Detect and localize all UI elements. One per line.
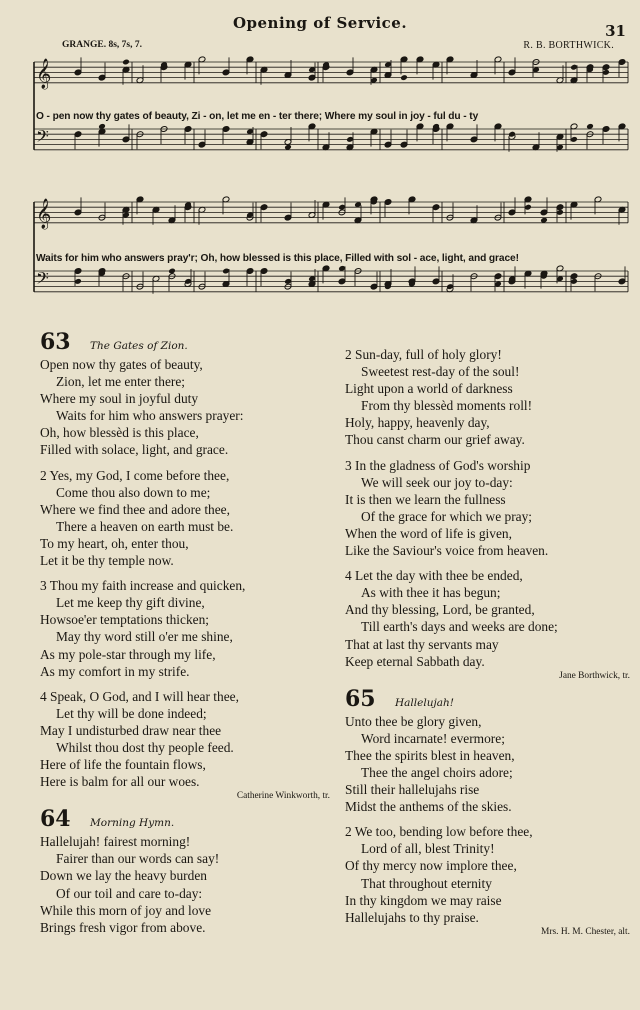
hymn-number: 65 [345,685,376,712]
verse-line: Here is balm for all our woes. [40,774,200,790]
running-head: Opening of Service. [232,14,408,32]
verse-line: 2 Sun-day, full of holy glory! [345,347,502,362]
verse-line: Brings fresh vigor from above. [40,919,206,935]
verse-line: Thee the angel choirs adore; [361,764,513,780]
hymn-number: 63 [40,329,71,355]
verse-line: Holy, happy, heavenly day, [345,415,490,431]
verse-line: Lord of all, blest Trinity! [361,841,495,857]
stanza [40,577,330,680]
hymn-64 [40,807,330,936]
verse-line: Of our toil and care to-day: [56,885,203,901]
verse-line: Like the Saviour's voice from heaven. [345,543,549,559]
verse-line: Thee the spirits blest in heaven, [345,747,515,763]
stanza [40,467,330,570]
verse-line: As my comfort in my strife. [40,663,190,679]
verse-line: 3 In the gladness of God's worship [345,457,531,473]
verse-line: It is then we learn the fullness [345,491,506,507]
hymn-title: Morning Hymn. [90,817,175,830]
bass-clef-icon: 𝄢 [36,268,49,292]
verse-line: Let me keep thy gift divine, [56,595,205,611]
verse-line: Let it be thy temple now. [40,553,174,569]
verse-line: To my heart, oh, enter thou, [40,535,189,551]
verse-line: That at last thy servants may [345,636,499,652]
stanza [345,823,630,926]
stanza [345,346,630,449]
verse-line: Down we lay the heavy burden [40,868,207,884]
verse-line: Thou canst charm our grief away. [345,432,525,448]
attribution: Mrs. H. M. Chester, alt. [541,926,630,937]
verse-line: We will seek our joy to-day: [361,474,513,490]
verse-line: 4 Let the day with thee be ended, [345,568,523,584]
verse-line: As my pole-star through my life, [40,646,216,662]
left-column [40,330,330,944]
verse-line: Howsoe'er temptations thicken; [40,612,210,628]
verse-line: Hallelujahs to thy praise. [345,909,479,925]
verse-line: Fairer than our words can say! [56,851,220,867]
verse-line: Waits for him who answers prayer: [56,408,244,424]
verse-line: Filled with solace, light, and grace. [40,442,229,458]
verse-line: Where my soul in joyful duty [40,391,199,407]
treble-clef-icon: 𝄞 [36,59,52,89]
verse-line: Unto thee be glory given, [345,713,482,729]
hymn-65 [345,687,630,937]
verse-line: Sweetest rest-day of the soul! [361,364,520,380]
treble-clef-icon: 𝄞 [36,199,52,229]
music-lyrics-1: O - pen now thy gates of beauty, Zi - on, let me en - ter there; Where my soul in joy - ful du - ty [36,111,479,122]
verse-line: May I undisturbed draw near thee [40,722,222,738]
verse-line: In thy kingdom we may raise [345,892,502,908]
chord-note [122,59,130,66]
music-lyrics-2: Waits for him who answers pray'r; Oh, how blessed is this place, Filled with sol - ace, light, and grace! [36,253,519,264]
verse-line: Of thy mercy now implore thee, [345,858,517,874]
hymn-title: The Gates of Zion. [90,340,188,352]
page-number: 31 [605,22,626,40]
verse-line: Open now thy gates of beauty, [40,357,203,372]
verse-line: Come thou also down to me; [56,484,211,500]
attribution: Catherine Winkworth, tr. [236,791,330,802]
verse-line: While this morn of joy and love [40,902,212,918]
verse-line: Where we find thee and adore thee, [40,501,230,517]
verse-line: Till earth's days and weeks are done; [361,619,558,635]
stanza [345,713,630,816]
hymn-number: 64 [40,806,71,833]
bass-clef-icon: 𝄢 [36,126,49,150]
verse-line: Of the grace for which we pray; [361,508,533,524]
hymn-64-continued [345,346,630,681]
chord-note [400,74,408,81]
tune-name: GRANGE. 8s, 7s, 7. [62,40,142,50]
verse-line: Word incarnate! evermore; [361,730,505,746]
right-column [345,346,630,943]
chord-note [168,268,176,275]
tune-composer: R. B. BORTHWICK. [523,40,614,51]
verse-line: Let thy will be done indeed; [56,705,207,721]
verse-line: Oh, how blessèd is this place, [40,425,199,441]
verse-line: When the word of life is given, [345,525,512,541]
hymn-title: Hallelujah! [395,696,454,709]
verse-line: 4 Speak, O God, and I will hear thee, [40,688,239,704]
verse-line: Hallelujah! fairest morning! [40,834,191,850]
verse-line: Here of life the fountain flows, [40,757,206,773]
attribution: Jane Borthwick, tr. [559,670,630,681]
stanza [345,457,630,560]
verse-line: Still their hallelujahs rise [345,782,480,798]
stanza [40,833,330,936]
stanza [345,567,630,670]
verse-line: Whilst thou dost thy people feed. [56,739,234,755]
stanza [40,356,330,459]
verse-line: Keep eternal Sabbath day. [345,653,485,669]
stanza [40,688,330,791]
verse-line: 3 Thou my faith increase and quicken, [40,578,246,594]
verse-line: That throughout eternity [361,875,492,891]
verse-line: There a heaven on earth must be. [56,518,234,534]
verse-line: From thy blessèd moments roll! [361,398,533,414]
verse-line: 2 We too, bending low before thee, [345,824,533,840]
verse-line: As with thee it has begun; [361,585,501,601]
hymn-63 [40,330,330,801]
verse-line: Zion, let me enter there; [56,374,186,390]
verse-line: And thy blessing, Lord, be granted, [345,602,535,618]
verse-line: 2 Yes, my God, I come before thee, [40,467,230,483]
verse-line: Midst the anthems of the skies. [345,799,512,815]
verse-line: May thy word still o'er me shine, [56,629,233,645]
verse-line: Light upon a world of darkness [345,381,513,397]
